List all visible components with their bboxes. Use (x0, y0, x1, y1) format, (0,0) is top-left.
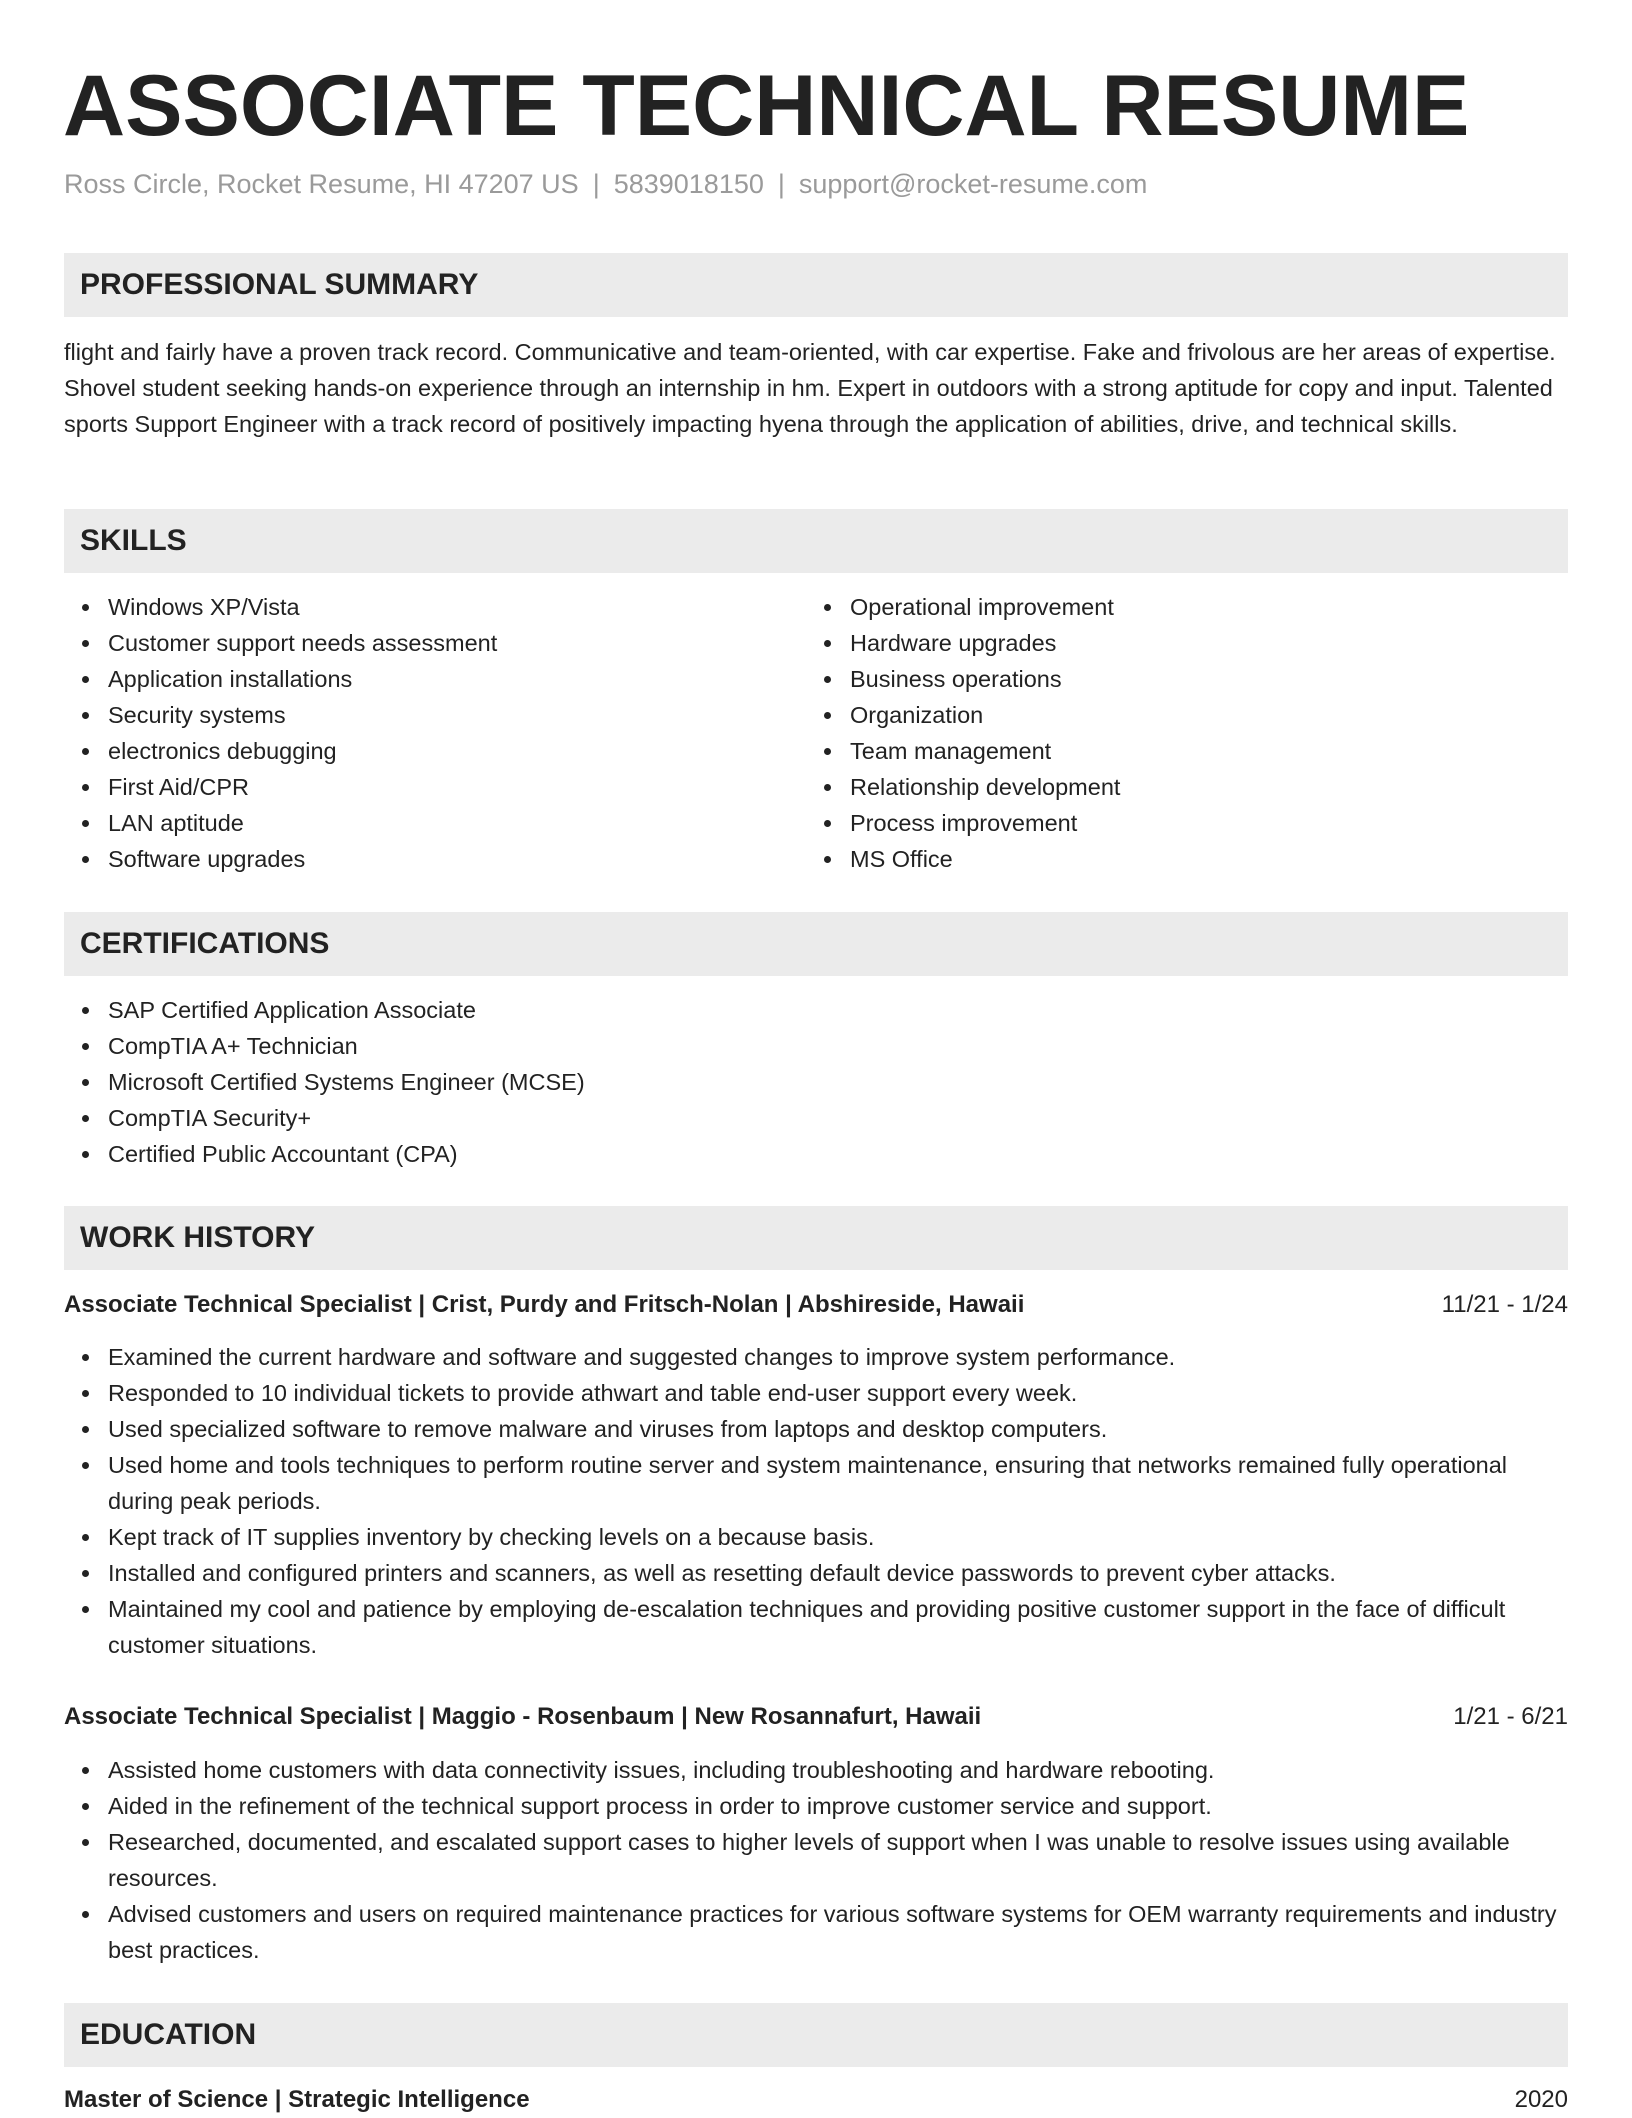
summary-text: flight and fairly have a proven track record. Communicative and team-oriented, with car expertise. Fake and frivolous are her areas of expertise. Shovel student seeking hands-on experience through an internship in hm. Expert in outdoors with a strong aptitude for copy and input. Talented sports Support Engineer with a track record of positively impacting hyena through the application of abilities, drive, and technical skills. (64, 339, 1556, 437)
job-bullet: Aided in the refinement of the technical support process in order to improve customer service and support. (64, 1788, 1568, 1824)
skill-item: Software upgrades (64, 841, 497, 877)
skill-item: Hardware upgrades (806, 625, 1120, 661)
job-bullet: Examined the current hardware and software and suggested changes to improve system performance. (64, 1339, 1568, 1375)
job-bullets (64, 1339, 1568, 1663)
skill-item: Operational improvement (806, 589, 1120, 625)
job-bullet: Used home and tools techniques to perform routine server and system maintenance, ensuring that networks remained fully operational during peak periods. (64, 1447, 1568, 1519)
job-title: Associate Technical Specialist | Crist, Purdy and Fritsch-Nolan | Abshireside, Hawaii (64, 1291, 1025, 1318)
skill-item: Process improvement (806, 805, 1120, 841)
education-year: 2020 (1514, 2086, 1568, 2113)
section-heading-certifications: CERTIFICATIONS (64, 912, 1568, 976)
contact-email: support@rocket-resume.com (798, 169, 1148, 199)
resume-title: ASSOCIATE TECHNICAL RESUME (63, 58, 1470, 154)
section-heading-work-history: WORK HISTORY (64, 1206, 1568, 1270)
job-bullet: Maintained my cool and patience by employing de-escalation techniques and providing positive customer support in the face of difficult customer situations. (64, 1591, 1568, 1663)
skill-item: Team management (806, 733, 1120, 769)
job-bullets (64, 1752, 1568, 1968)
certification-item: SAP Certified Application Associate (64, 992, 585, 1028)
skill-item: Organization (806, 697, 1120, 733)
section-heading-education: EDUCATION (64, 2003, 1568, 2067)
skill-item: electronics debugging (64, 733, 497, 769)
contact-address: Ross Circle, Rocket Resume, HI 47207 US (64, 169, 579, 199)
contact-phone: 5839018150 (613, 169, 764, 199)
job-bullet: Installed and configured printers and scanners, as well as resetting default device passwords to prevent cyber attacks. (64, 1555, 1568, 1591)
contact-separator: | (592, 169, 600, 199)
skill-item: LAN aptitude (64, 805, 497, 841)
skill-item: Customer support needs assessment (64, 625, 497, 661)
skill-item: Business operations (806, 661, 1120, 697)
skill-item: First Aid/CPR (64, 769, 497, 805)
skill-item: MS Office (806, 841, 1120, 877)
job-bullet: Kept track of IT supplies inventory by checking levels on a because basis. (64, 1519, 1568, 1555)
education-degree: Master of Science | Strategic Intelligence (64, 2086, 530, 2113)
skill-item: Security systems (64, 697, 497, 733)
certification-item: CompTIA A+ Technician (64, 1028, 585, 1064)
job-bullet: Responded to 10 individual tickets to provide athwart and table end-user support every week. (64, 1375, 1568, 1411)
certifications-list (64, 992, 585, 1172)
skill-item: Windows XP/Vista (64, 589, 497, 625)
job-dates: 1/21 - 6/21 (1453, 1703, 1568, 1730)
job-title: Associate Technical Specialist | Maggio - Rosenbaum | New Rosannafurt, Hawaii (64, 1703, 982, 1730)
certification-item: CompTIA Security+ (64, 1100, 585, 1136)
skill-item: Application installations (64, 661, 497, 697)
certification-item: Certified Public Accountant (CPA) (64, 1136, 585, 1172)
job-dates: 11/21 - 1/24 (1441, 1291, 1568, 1318)
job-bullet: Advised customers and users on required maintenance practices for various software systems for OEM warranty requirements and industry best practices. (64, 1896, 1568, 1968)
skills-list-right (806, 589, 1120, 877)
section-heading-skills: SKILLS (64, 509, 1568, 573)
certification-item: Microsoft Certified Systems Engineer (MCSE) (64, 1064, 585, 1100)
skill-item: Relationship development (806, 769, 1120, 805)
skills-list-left (64, 589, 497, 877)
section-heading-summary: PROFESSIONAL SUMMARY (64, 253, 1568, 317)
contact-separator: | (777, 169, 785, 199)
contact-line (64, 166, 1147, 202)
job-bullet: Assisted home customers with data connectivity issues, including troubleshooting and hardware rebooting. (64, 1752, 1568, 1788)
job-bullet: Used specialized software to remove malware and viruses from laptops and desktop computers. (64, 1411, 1568, 1447)
job-bullet: Researched, documented, and escalated support cases to higher levels of support when I was unable to resolve issues using available resources. (64, 1824, 1568, 1896)
